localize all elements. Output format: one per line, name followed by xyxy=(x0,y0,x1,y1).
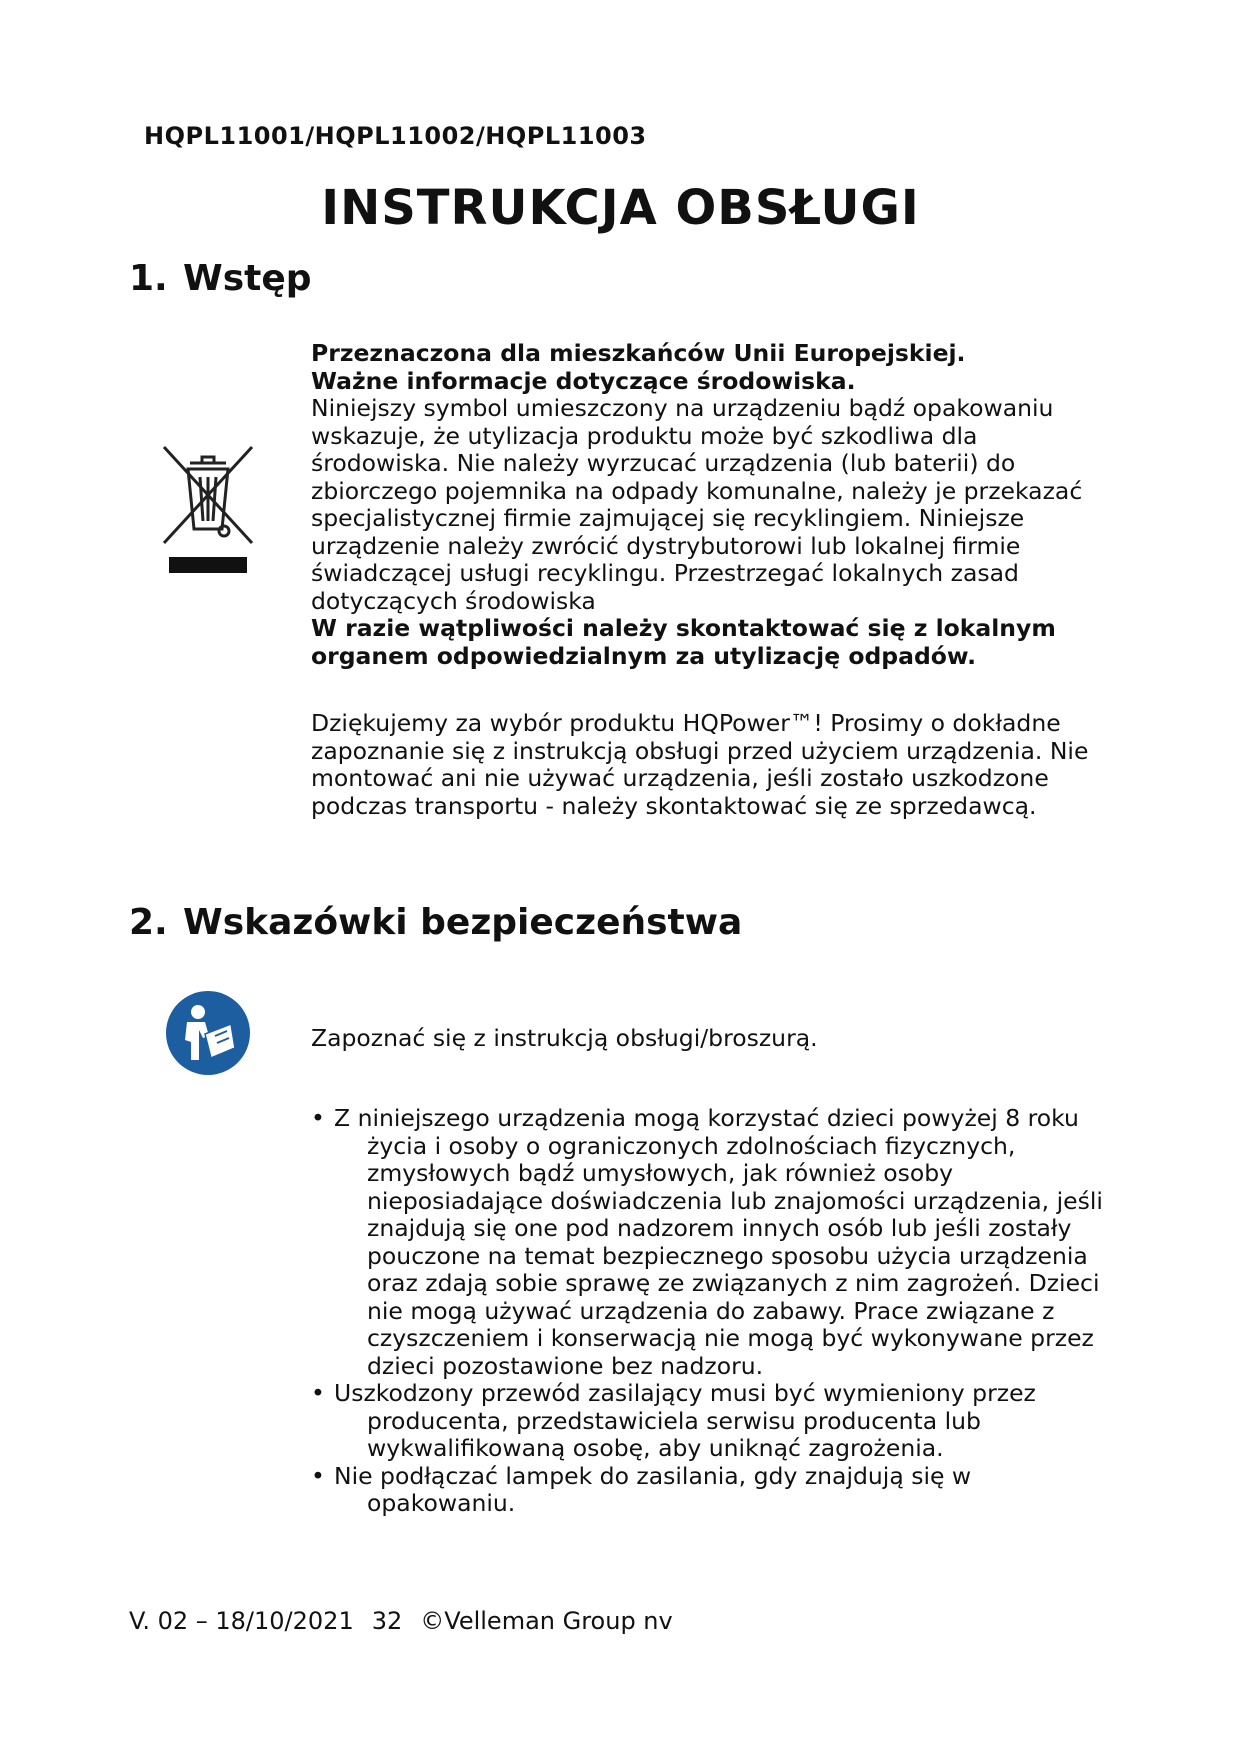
page-footer xyxy=(129,1607,691,1635)
weee-crossed-bin-icon xyxy=(160,445,256,575)
eu-residents-note: Przeznaczona dla mieszkańców Unii Europejskiej. xyxy=(311,339,966,367)
list-item: • Nie podłączać lampek do zasilania, gdy znajdują się w opakowaniu. xyxy=(311,1463,1111,1518)
list-item: • Z niniejszego urządzenia mogą korzystać dzieci powyżej 8 roku życia i osoby o ograniczonych zdolnościach fizycznych, zmysłowych bądź umysłowych, jak również osoby nieposiadające doświadczenia lub znajomości urządzenia, jeśli znajdują się one pod nadzorem innych osób lub jeśli zostały pouczone na temat bezpiecznego sposobu użycia urządzenia oraz zdają sobie sprawę ze związanych z nim zagrożeń. Dzieci nie mogą używać urządzenia do zabawy. Prace związane z czyszczeniem i konserwacją nie mogą być wykonywane przez dzieci pozostawione bez nadzoru. xyxy=(311,1105,1111,1380)
read-manual-text: Zapoznać się z instrukcją obsługi/broszurą. xyxy=(311,1024,818,1052)
read-manual-icon xyxy=(165,990,251,1076)
version-date: V. 02 – 18/10/2021 xyxy=(129,1607,354,1635)
page-title: INSTRUKCJA OBSŁUGI xyxy=(321,180,920,236)
list-item: • Uszkodzony przewód zasilający musi być wymieniony przez producenta, przedstawiciela serwisu producenta lub wykwalifikowaną osobę, aby uniknąć zagrożenia. xyxy=(311,1380,1111,1463)
thanks-paragraph: Dziękujemy za wybór produktu HQPower™! Prosimy o dokładne zapoznanie się z instrukcją obsługi przed użyciem urządzenia. Nie montować ani nie używać urządzenia, jeśli zostało uszkodzone podczas transportu - należy skontaktować się ze sprzedawcą. xyxy=(311,709,1089,820)
environment-info-heading: Ważne informacje dotyczące środowiska. xyxy=(311,366,856,395)
model-numbers: HQPL11001/HQPL11002/HQPL11003 xyxy=(144,122,647,150)
section-2-heading: 2. Wskazówki bezpieczeństwa xyxy=(129,902,743,943)
safety-bullet-list xyxy=(311,1105,1111,1518)
copyright: ©Velleman Group nv xyxy=(420,1607,673,1635)
contact-authority-note: W razie wątpliwości należy skontaktować się z lokalnym organem odpowiedzialnym za utylizację odpadów. xyxy=(311,614,1056,670)
section-1-heading: 1. Wstęp xyxy=(129,258,312,299)
environment-info-text: Niniejszy symbol umieszczony na urządzeniu bądź opakowaniu wskazuje, że utylizacja produktu może być szkodliwa dla środowiska. Nie należy wyrzucać urządzenia (lub baterii) do zbiorczego pojemnika na odpady komunalne, należy je przekazać specjalistycznej firmie zajmującej się recyklingiem. Niniejsze urządzenie należy zwrócić dystrybutorowi lub lokalnej firmie świadczącej usługi recyklingu. Przestrzegać lokalnych zasad dotyczących środowiska xyxy=(311,394,1083,615)
environment-notice xyxy=(311,340,1111,670)
page-number: 32 xyxy=(371,1607,403,1635)
